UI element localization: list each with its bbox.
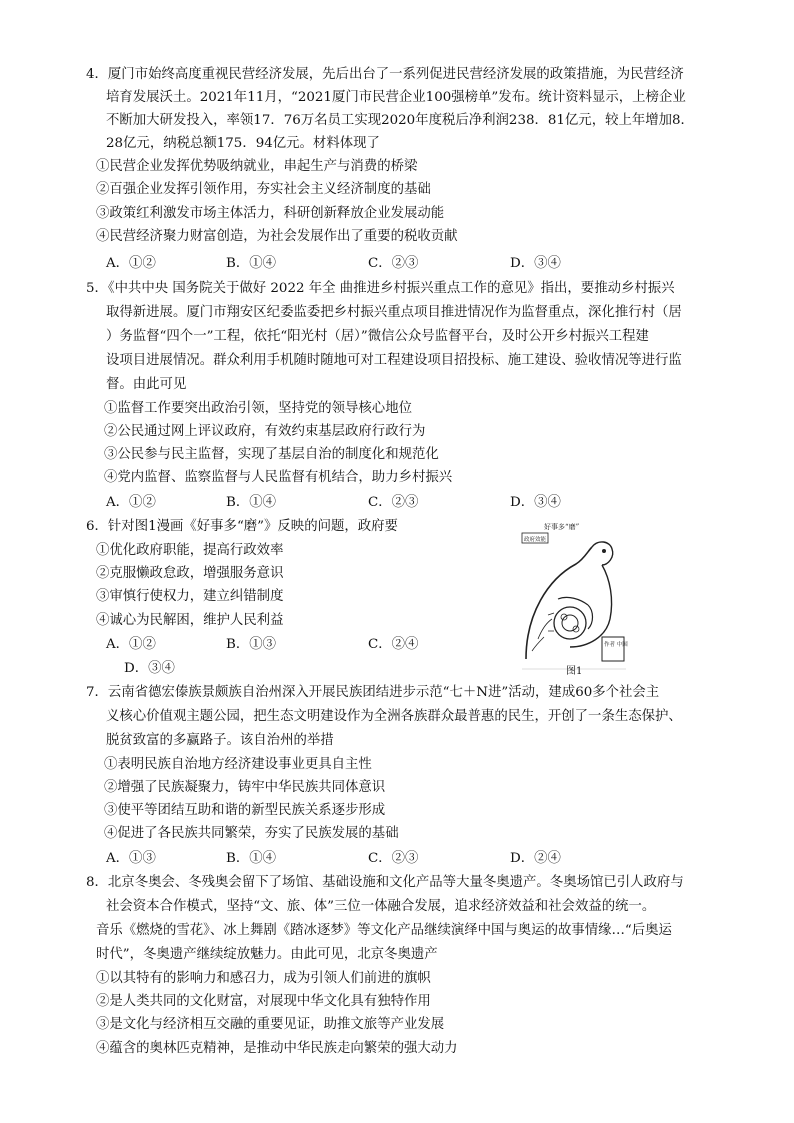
q8-stem-line-1: 8．北京冬奥会、冬残奥会留下了场馆、基础设施和文化产品等大量冬奥遗产。冬奥场馆已引人政府与 [86, 875, 684, 890]
q8-option-3: ③是文化与经济相互交融的重要见证，助推文旅等产业发展 [96, 1017, 445, 1032]
q8-option-4: ④蕴含的奥林匹克精神，是推动中华民族走向繁荣的强大动力 [96, 1041, 458, 1056]
q5-choice-b[interactable]: B．①④ [226, 495, 277, 510]
q5-choice-a[interactable]: A．①② [106, 495, 156, 510]
q5-stem-line-2: 取得新进展。厦门市翔安区纪委监委把乡村振兴重点项目推进情况作为监督重点，深化推行村（居 [106, 305, 682, 320]
q4-choice-d[interactable]: D．③④ [510, 256, 561, 271]
q6-choice-c[interactable]: C．②④ [368, 637, 419, 652]
q8-option-2: ②是人类共同的文化财富，对展现中华文化具有独特作用 [96, 994, 431, 1009]
q4-option-4: ④民营经济聚力财富创造，为社会发展作出了重要的税收贡献 [96, 229, 458, 244]
q6-choice-d[interactable]: D．③④ [124, 661, 175, 676]
q5-option-4: ④党内监督、监察监督与人民监督有机结合，助力乡村振兴 [104, 470, 453, 485]
q7-option-4: ④促进了各民族共同繁荣，夯实了民族发展的基础 [104, 826, 399, 841]
q6-choice-a[interactable]: A．①② [106, 637, 156, 652]
q6-option-3: ③审慎行使权力，建立纠错制度 [96, 589, 284, 604]
q5-option-2: ②公民通过网上评议政府，有效约束基层政府行政行为 [104, 424, 426, 439]
q7-choice-c[interactable]: C．②③ [368, 851, 419, 866]
q5-stem-line-1: 5．《中共中央 国务院关于做好 2022 年全 曲推进乡村振兴重点工作的意见》指出，要推动乡村振兴 [86, 281, 675, 296]
q5-choice-d[interactable]: D．③④ [510, 495, 561, 510]
q8-option-1: ①以其特有的影响力和感召力，成为引领人们前进的旗帜 [96, 971, 431, 986]
q6-choice-b[interactable]: B．①③ [226, 637, 277, 652]
q4-option-2: ②百强企业发挥引领作用，夯实社会主义经济制度的基础 [96, 182, 431, 197]
q6-option-2: ②克服懒政怠政，增强服务意识 [96, 566, 284, 581]
q5-stem-line-3: ）务监督“四个一”工程，依托“阳光村（居）”微信公众号监督平台，及时公开乡村振兴工程建 [106, 329, 649, 344]
q7-option-2: ②增强了民族凝聚力，铸牢中华民族共同体意识 [104, 780, 386, 795]
q4-choice-b[interactable]: B．①④ [226, 256, 277, 271]
q6-option-1: ①优化政府职能，提高行政效率 [96, 543, 284, 558]
q6-stem: 6．针对图1漫画《好事多“磨”》反映的问题，政府要 [86, 519, 398, 534]
q4-option-1: ①民营企业发挥优势吸纳就业，串起生产与消费的桥梁 [96, 159, 418, 174]
cartoon-stamp: 作者 中国 [604, 642, 628, 648]
cartoon-tag: 政府效能 [524, 537, 547, 543]
q4-choice-c[interactable]: C．②③ [368, 256, 419, 271]
q5-stem-line-5: 督。由此可见 [106, 377, 187, 392]
q4-choice-a[interactable]: A．①② [106, 256, 156, 271]
q4-stem-line-3: 不断加大研发投入，率领17．76万名员工实现2020年度税后净利润238．81亿元，较上年增加8． [106, 113, 694, 128]
q8-stem-line-3: 音乐《燃烧的雪花》、冰上舞剧《踏冰逐梦》等文化产品继续演绎中国与奥运的故事情缘…“后奥运 [96, 923, 672, 938]
q7-stem-line-2: 义核心价值观主题公园，把生态文明建设作为全洲各族群众最普惠的民生，开创了一条生态保护、 [106, 709, 682, 724]
q6-option-4: ④诚心为民解困，维护人民利益 [96, 613, 284, 628]
q4-stem-line-4: 28亿元，纳税总额175．94亿元。材料体现了 [106, 136, 380, 151]
q7-choice-b[interactable]: B．①④ [226, 851, 277, 866]
q7-choice-a[interactable]: A．①③ [106, 851, 156, 866]
cartoon-title: 好事多“磨” [544, 523, 580, 531]
q5-stem-line-4: 设项目进展情况。群众利用手机随时随地可对工程建设项目招投标、施工建设、验收情况等进行监 [106, 353, 682, 368]
q8-stem-line-2: 社会资本合作模式，坚持“文、旅、体”三位一体融合发展，追求经济效益和社会效益的统一。 [106, 899, 656, 914]
figure-caption: 图1 [566, 666, 583, 677]
q5-choice-c[interactable]: C．②③ [368, 495, 419, 510]
q4-stem-line-2: 培育发展沃土。2021年11月，“2021厦门市民营企业100强榜单”发布。统计资料显示，上榜企业 [106, 90, 686, 105]
q5-option-3: ③公民参与民主监督，实现了基层自治的制度化和规范化 [104, 447, 439, 462]
q4-option-3: ③政策红利激发市场主体活力，科研创新释放企业发展动能 [96, 206, 445, 221]
q7-choice-d[interactable]: D．②④ [510, 851, 561, 866]
q7-stem-line-1: 7．云南省德宏傣族景颇族自治州深入开展民族团结进步示范“七＋N进”活动，建成60多个社会主 [86, 685, 660, 700]
q7-option-3: ③使平等团结互助和谐的新型民族关系逐步形成 [104, 803, 386, 818]
q7-stem-line-3: 脱贫致富的多赢路子。该自治州的举措 [106, 733, 334, 748]
cartoon-illustration [518, 519, 630, 677]
q7-option-1: ①表明民族自治地方经济建设事业更具自主性 [104, 757, 372, 772]
q5-option-1: ①监督工作要突出政治引领，坚持党的领导核心地位 [104, 401, 412, 416]
cartoon-figure [518, 519, 630, 677]
q8-stem-line-4: 时代”，冬奥遗产继续绽放魅力。由此可见，北京冬奥遗产 [96, 947, 438, 962]
q4-stem-line-1: 4．厦门市始终高度重视民营经济发展，先后出台了一系列促进民营经济发展的政策措施，为民营经济 [86, 67, 684, 82]
